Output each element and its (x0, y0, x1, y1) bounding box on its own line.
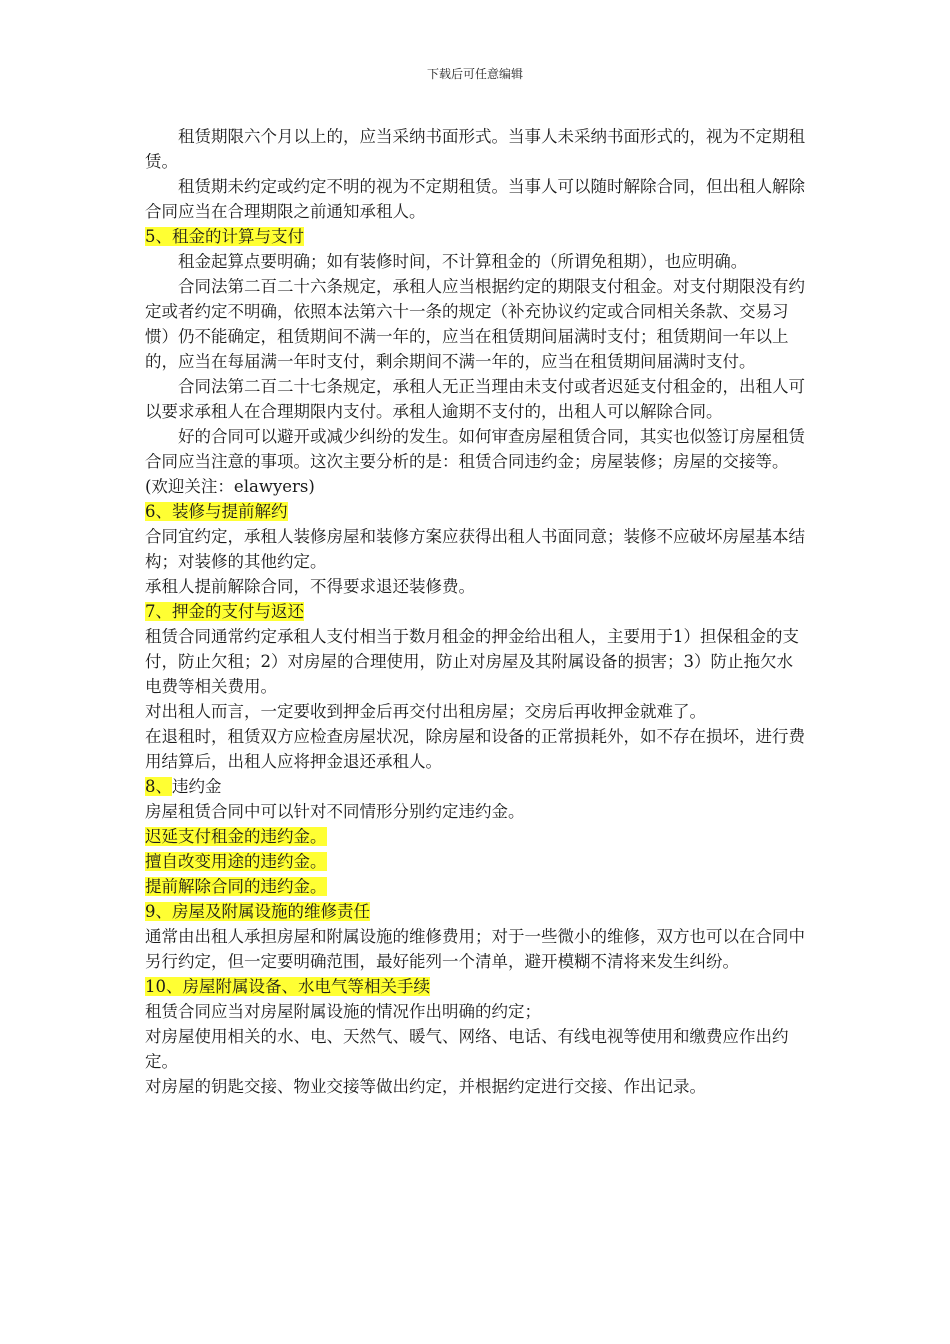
paragraph-facilities: 租赁合同应当对房屋附属设施的情况作出明确的约定； (145, 1002, 541, 1021)
paragraph-deposit-return: 在退租时，租赁双方应检查房屋状况，除房屋和设备的正常损耗外，如不存在损坏，进行费用结算后，出租人应将押金退还承租人。 (145, 727, 805, 771)
list-item-text: 迟延支付租金的违约金。 (145, 827, 327, 846)
paragraph-good-contract: 好的合同可以避开或减少纠纷的发生。如何审查房屋租赁合同，其实也似签订房屋租赁合同应当注意的事项。这次主要分析的是：租赁合同违约金；房屋装修；房屋的交接等。(欢迎关注：elawyers) (145, 427, 805, 496)
document-body (145, 124, 807, 1099)
section-heading-9 (145, 899, 807, 924)
section-heading-7 (145, 599, 807, 624)
heading-5-text: 5、租金的计算与支付 (145, 227, 304, 246)
list-item-text: 提前解除合同的违约金。 (145, 877, 327, 896)
paragraph-rent-start: 租金起算点要明确；如有装修时间，不计算租金的（所谓免租期），也应明确。 (178, 252, 748, 271)
section-heading-8 (145, 774, 807, 799)
list-item-penalty-termination (145, 874, 807, 899)
paragraph-handover: 对房屋的钥匙交接、物业交接等做出约定，并根据约定进行交接、作出记录。 (145, 1077, 706, 1096)
heading-10-text: 10、房屋附属设备、水电气等相关手续 (145, 977, 430, 996)
section-heading-5 (145, 224, 807, 249)
paragraph-penalty-intro: 房屋租赁合同中可以针对不同情形分别约定违约金。 (145, 802, 525, 821)
list-item-penalty-use (145, 849, 807, 874)
heading-8-number: 8、 (145, 777, 172, 796)
heading-8-text: 违约金 (172, 777, 222, 796)
paragraph-utilities: 对房屋使用相关的水、电、天然气、暖气、网络、电话、有线电视等使用和缴费应作出约定。 (145, 1027, 789, 1071)
paragraph-lease-term: 租赁期限六个月以上的，应当采纳书面形式。当事人未采纳书面形式的，视为不定期租赁。 (145, 127, 805, 171)
paragraph-early-termination: 承租人提前解除合同，不得要求退还装修费。 (145, 577, 475, 596)
list-item-penalty-late (145, 824, 807, 849)
paragraph-renovation: 合同宜约定，承租人装修房屋和装修方案应获得出租人书面同意；装修不应破坏房屋基本结构；对装修的其他约定。 (145, 527, 805, 571)
paragraph-indefinite-lease: 租赁期未约定或约定不明的视为不定期租赁。当事人可以随时解除合同，但出租人解除合同应当在合理期限之前通知承租人。 (145, 177, 805, 221)
paragraph-article-227: 合同法第二百二十七条规定，承租人无正当理由未支付或者迟延支付租金的，出租人可以要求承租人在合理期限内支付。承租人逾期不支付的，出租人可以解除合同。 (145, 377, 805, 421)
paragraph-article-226: 合同法第二百二十六条规定，承租人应当根据约定的期限支付租金。对支付期限没有约定或者约定不明确，依照本法第六十一条的规定（补充协议约定或合同相关条款、交易习惯）仍不能确定，租赁期间不满一年的，应当在租赁期间届满时支付；租赁期间一年以上的，应当在每届满一年时支付，剩余期间不满一年的，应当在租赁期间届满时支付。 (145, 277, 805, 371)
section-heading-10 (145, 974, 807, 999)
heading-6-text: 6、装修与提前解约 (145, 502, 288, 521)
section-heading-6 (145, 499, 807, 524)
page-header: 下载后可任意编辑 (426, 67, 523, 81)
list-item-text: 擅自改变用途的违约金。 (145, 852, 327, 871)
heading-7-text: 7、押金的支付与返还 (145, 602, 304, 621)
heading-9-text: 9、房屋及附属设施的维修责任 (145, 902, 370, 921)
paragraph-deposit-purpose: 租赁合同通常约定承租人支付相当于数月租金的押金给出租人，主要用于1）担保租金的支付，防止欠租；2）对房屋的合理使用，防止对房屋及其附属设备的损害；3）防止拖欠水电费等相关费用。 (145, 627, 799, 696)
paragraph-maintenance: 通常由出租人承担房屋和附属设施的维修费用；对于一些微小的维修，双方也可以在合同中另行约定，但一定要明确范围，最好能列一个清单，避开模糊不清将来发生纠纷。 (145, 927, 805, 971)
paragraph-deposit-lessor: 对出租人而言，一定要收到押金后再交付出租房屋；交房后再收押金就难了。 (145, 702, 706, 721)
